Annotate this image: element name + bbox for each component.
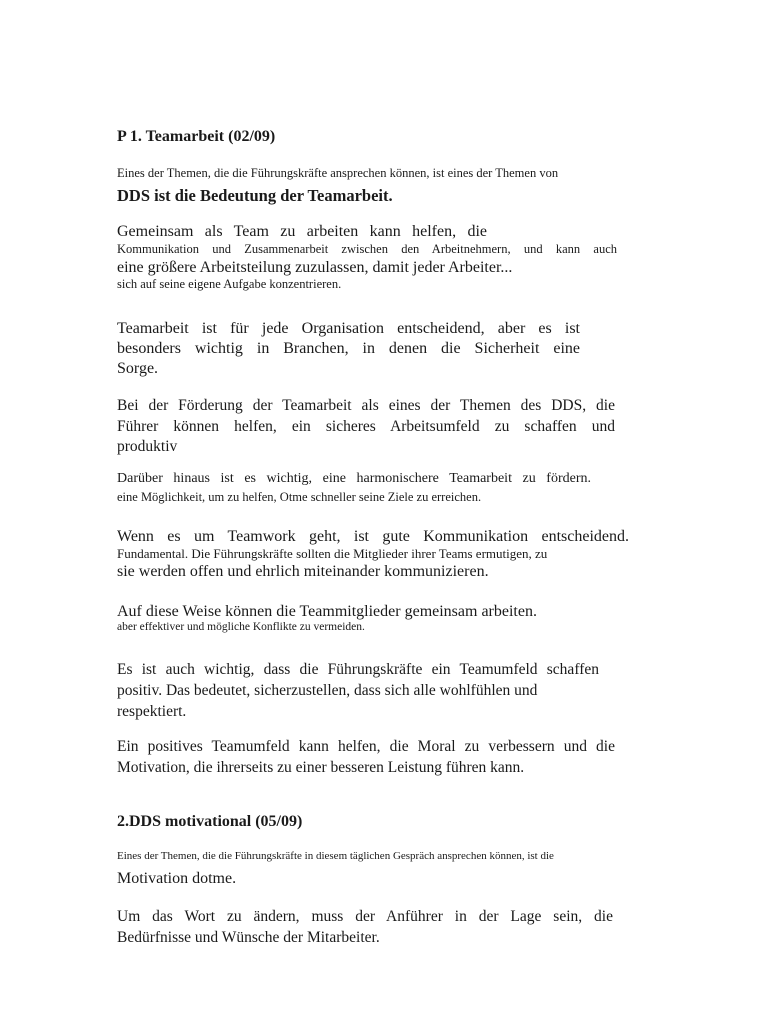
- paragraph-line: eine größere Arbeitsteilung zuzulassen, damit jeder Arbeiter...: [117, 259, 513, 276]
- intro-bold-text: DDS ist die Bedeutung der Teamarbeit.: [117, 186, 393, 205]
- paragraph-line: Es ist auch wichtig, dass die Führungskräfte ein Teamumfeld schaffen: [117, 661, 599, 678]
- intro-text: Eines der Themen, die die Führungskräfte in diesem täglichen Gespräch ansprechen können, ist die: [117, 850, 554, 862]
- paragraph-line: Gemeinsam als Team zu arbeiten kann helfen, die: [117, 223, 487, 240]
- paragraph-line: Darüber hinaus ist es wichtig, eine harmonischere Teamarbeit zu fördern.: [117, 471, 591, 486]
- paragraph-line: produktiv: [117, 438, 178, 455]
- paragraph: [117, 319, 580, 379]
- paragraph: [117, 659, 599, 722]
- paragraph-line: eine Möglichkeit, um zu helfen, Otme schneller seine Ziele zu erreichen.: [117, 490, 482, 504]
- intro-large-text: Motivation dotme.: [117, 870, 237, 887]
- paragraph-line: Bei der Förderung der Teamarbeit als eines der Themen des DDS, die: [117, 397, 615, 414]
- paragraph: [117, 471, 591, 505]
- paragraph-line: aber effektiver und mögliche Konflikte zu vermeiden.: [117, 621, 365, 633]
- paragraph: [117, 528, 629, 581]
- section-heading-motivational: 2.DDS motivational (05/09): [117, 813, 303, 830]
- paragraph-line: Ein positives Teamumfeld kann helfen, die Moral zu verbessern und die: [117, 738, 615, 755]
- paragraph-line: besonders wichtig in Branchen, in denen die Sicherheit eine: [117, 340, 580, 357]
- paragraph-line: sich auf seine eigene Aufgabe konzentrieren.: [117, 277, 342, 291]
- paragraph-line: Motivation, die ihrerseits zu einer besseren Leistung führen kann.: [117, 759, 525, 776]
- paragraph-line: Teamarbeit ist für jede Organisation entscheidend, aber es ist: [117, 320, 580, 337]
- paragraph-line: Wenn es um Teamwork geht, ist gute Kommunikation entscheidend.: [117, 528, 629, 545]
- section-heading-teamarbeit: P 1. Teamarbeit (02/09): [117, 128, 276, 145]
- paragraph-line: Bedürfnisse und Wünsche der Mitarbeiter.: [117, 929, 380, 946]
- paragraph-line: Führer können helfen, ein sicheres Arbeitsumfeld zu schaffen und: [117, 417, 615, 435]
- paragraph: [117, 906, 613, 948]
- paragraph-line: Kommunikation und Zusammenarbeit zwischen den Arbeitnehmern, und kann auch: [117, 242, 617, 256]
- paragraph: [117, 396, 615, 458]
- paragraph-line: positiv. Das bedeutet, sicherzustellen, dass sich alle wohlfühlen und: [117, 682, 538, 699]
- paragraph: [117, 736, 615, 778]
- paragraph-line: sie werden offen und ehrlich miteinander kommunizieren.: [117, 563, 489, 580]
- paragraph: [117, 603, 617, 633]
- paragraph-line: Fundamental. Die Führungskräfte sollten die Mitglieder ihrer Teams ermutigen, zu: [117, 546, 548, 561]
- paragraph: [117, 223, 617, 292]
- paragraph-line: respektiert.: [117, 703, 187, 720]
- paragraph-line: Sorge.: [117, 360, 159, 377]
- paragraph-line: Um das Wort zu ändern, muss der Anführer in der Lage sein, die: [117, 908, 613, 925]
- paragraph-line: Auf diese Weise können die Teammitglieder gemeinsam arbeiten.: [117, 603, 537, 620]
- intro-text: Eines der Themen, die die Führungskräfte ansprechen können, ist eines der Themen von: [117, 166, 559, 180]
